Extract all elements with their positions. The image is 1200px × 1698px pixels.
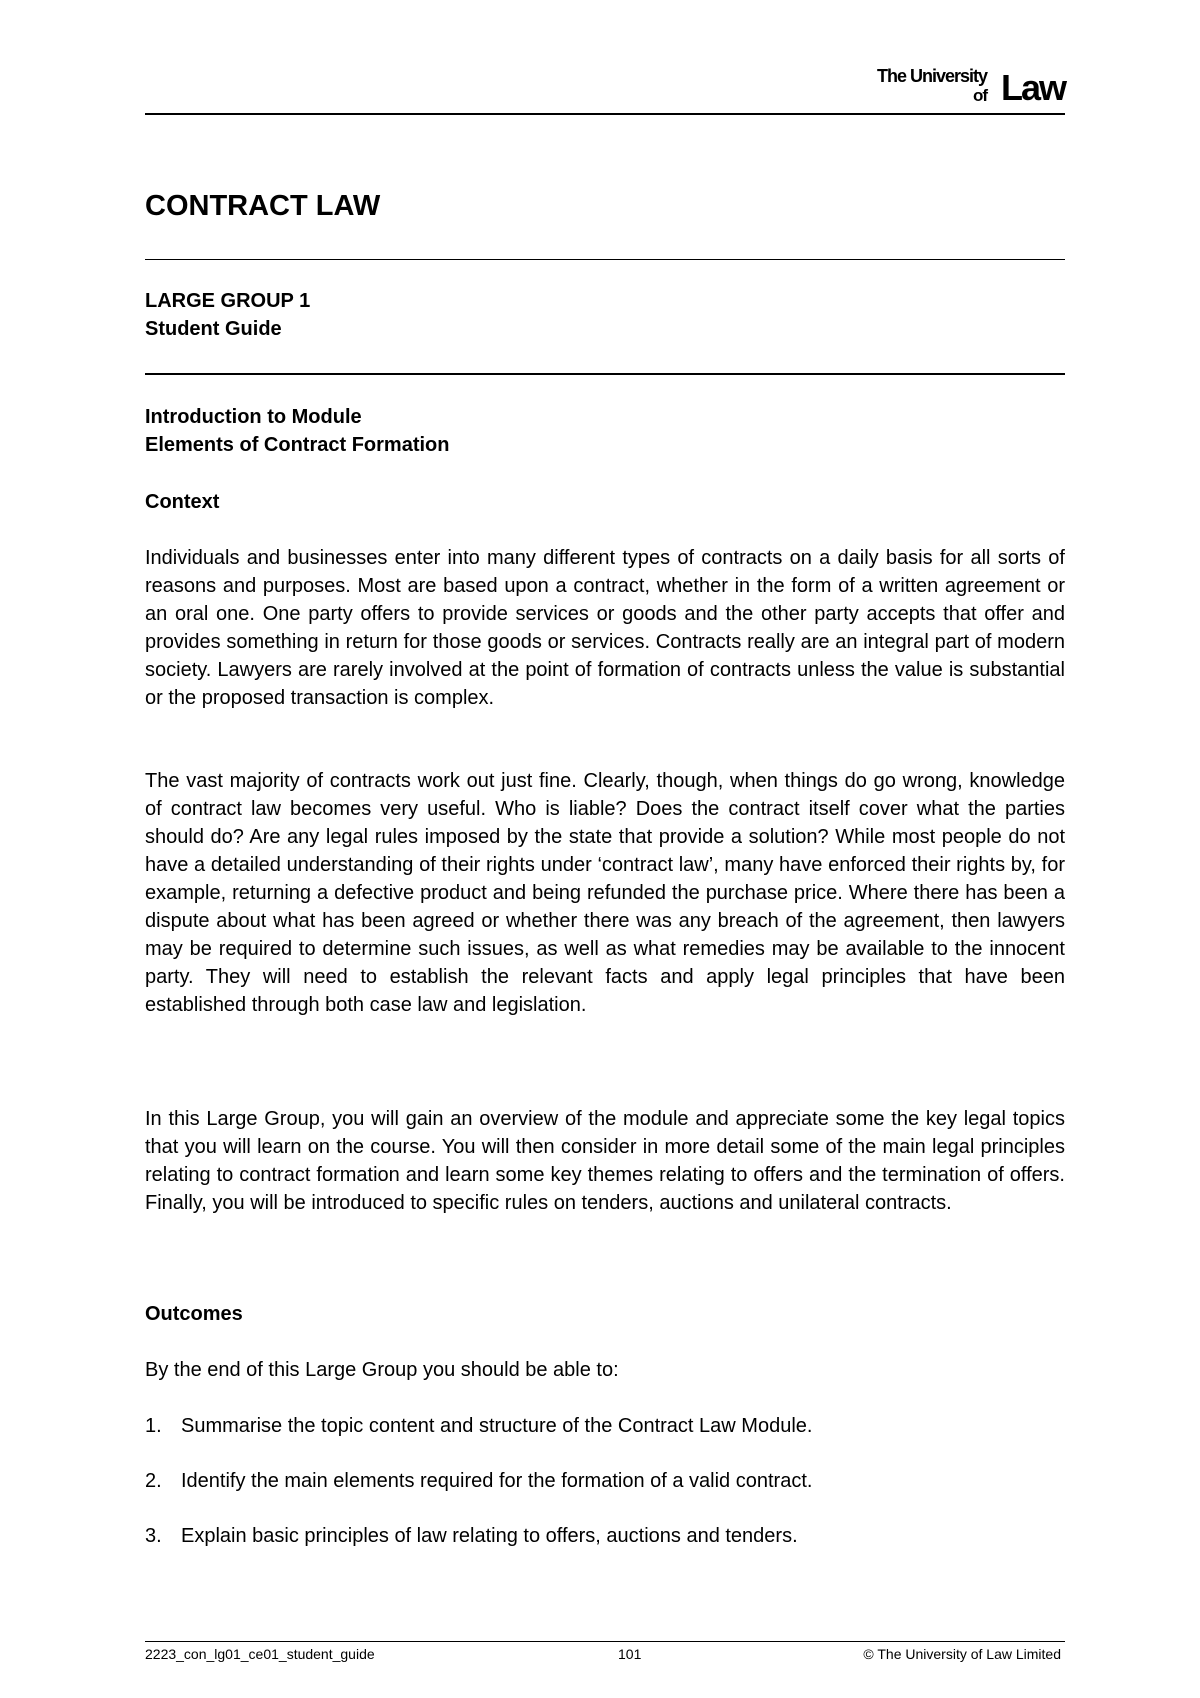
- footer-divider: [145, 1641, 1065, 1642]
- list-item-number: 3.: [145, 1525, 162, 1547]
- logo-text-law: Law: [1000, 67, 1065, 108]
- list-item-text: Identify the main elements required for the formation of a valid contract.: [181, 1470, 813, 1492]
- session-guide-label: Student Guide: [145, 318, 282, 340]
- topic-line1: Introduction to Module: [145, 406, 362, 428]
- list-item-text: Summarise the topic content and structure of the Contract Law Module.: [181, 1415, 813, 1437]
- document-page: [145, 0, 1065, 1698]
- context-paragraph-2: The vast majority of contracts work out just fine. Clearly, though, when things do go wrong, knowledge of contract law becomes very useful. Who is liable? Does the contract itself cover what the parties should do? Are any legal rules imposed by the state that provide a solution? While most people do not have a detailed understanding of their rights under ‘contract law’, many have enforced their rights by, for example, returning a defective product and being refunded the purchase price. Where there has been a dispute about what has been agreed or whether there was any breach of the agreement, then lawyers may be required to determine such issues, as well as what remedies may be available to the innocent party. They will need to establish the relevant facts and apply legal principles that have been established through both case law and legislation.: [145, 770, 1065, 1016]
- session-divider: [145, 373, 1065, 375]
- footer-doc-code: 2223_con_lg01_ce01_student_guide: [145, 1646, 375, 1662]
- title-divider: [145, 259, 1065, 260]
- list-item: [145, 1412, 1065, 1440]
- logo-text-of: of: [972, 86, 987, 105]
- list-item-number: 1.: [145, 1415, 162, 1437]
- header-divider: [145, 113, 1065, 115]
- list-item: [145, 1467, 1065, 1495]
- university-logo: [845, 64, 1065, 110]
- outcomes-heading: Outcomes: [145, 1303, 243, 1325]
- session-group-label: LARGE GROUP 1: [145, 290, 311, 312]
- page-title: CONTRACT LAW: [145, 190, 381, 222]
- outcomes-list: [145, 1412, 1065, 1577]
- footer-copyright: © The University of Law Limited: [863, 1646, 1061, 1662]
- logo-text-line1: The University: [876, 66, 987, 86]
- list-item-text: Explain basic principles of law relating to offers, auctions and tenders.: [181, 1525, 798, 1547]
- context-paragraph-1: Individuals and businesses enter into many different types of contracts on a daily basis for all sorts of reasons and purposes. Most are based upon a contract, whether in the form of a written agreement or an oral one. One party offers to provide services or goods and the other party accepts that offer and provides something in return for those goods or services. Contracts really are an integral part of modern society. Lawyers are rarely involved at the point of formation of contracts unless the value is substantial or the proposed transaction is complex.: [145, 547, 1065, 709]
- list-item-number: 2.: [145, 1470, 162, 1492]
- topic-line2: Elements of Contract Formation: [145, 434, 450, 456]
- outcomes-intro: By the end of this Large Group you should be able to:: [145, 1359, 619, 1381]
- list-item: [145, 1522, 1065, 1550]
- context-heading: Context: [145, 491, 220, 513]
- context-paragraph-3: In this Large Group, you will gain an overview of the module and appreciate some the key legal topics that you will learn on the course. You will then consider in more detail some of the main legal principles relating to contract formation and learn some key themes relating to offers and the termination of offers. Finally, you will be introduced to specific rules on tenders, auctions and unilateral contracts.: [145, 1108, 1065, 1214]
- footer-page-number: 101: [618, 1646, 642, 1662]
